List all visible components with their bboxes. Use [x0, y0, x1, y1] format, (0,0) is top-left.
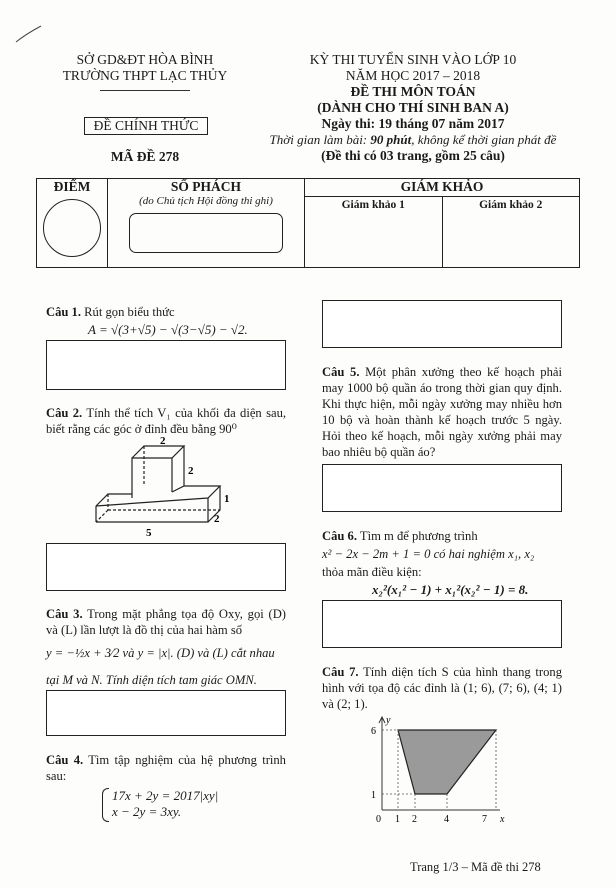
exam-duration — [246, 132, 580, 148]
examiner-2[interactable]: Giám khảo 2 — [442, 197, 580, 268]
exam-code: MÃ ĐỀ 278 — [110, 149, 180, 164]
trapezoid-shape — [398, 730, 496, 794]
answer-box-6[interactable] — [322, 600, 562, 648]
question-1-text: Rút gọn biểu thức — [84, 305, 175, 319]
score-column — [37, 179, 108, 268]
exam-group: (DÀNH CHO THÍ SINH BAN A) — [317, 100, 509, 115]
header-divider — [100, 90, 190, 91]
department-name: SỞ GD&ĐT HÒA BÌNH — [76, 52, 214, 67]
score-header: ĐIỂM — [53, 179, 91, 194]
polyhedron-figure — [88, 436, 238, 540]
question-4-system — [112, 788, 218, 820]
exam-subject: ĐỀ THI MÔN TOÁN — [350, 84, 476, 99]
exam-name: KỲ THI TUYỂN SINH VÀO LỚP 10 — [309, 52, 517, 67]
dim-bottom-label: 5 — [146, 527, 152, 539]
trapezoid-graph — [366, 714, 506, 826]
duration-suffix: , không kể thời gian phát đề — [411, 132, 557, 147]
x-tick-4: 4 — [444, 814, 449, 825]
question-6-formula: x₂²(x₁² − 1) + x₁²(x₂² − 1) = 8. — [372, 582, 529, 597]
question-7-label: Câu 7. — [322, 665, 359, 679]
question-4-eq-1: 17x + 2y = 2017|xy| — [112, 788, 219, 803]
dim-side-label: 1 — [224, 493, 230, 505]
x-tick-7: 7 — [482, 814, 487, 825]
question-4 — [46, 752, 286, 784]
x-tick-1: 1 — [395, 814, 400, 825]
question-6-text-2: x² − 2x − 2m + 1 = 0 có hai nghiệm x₁, x₂ — [322, 547, 535, 561]
origin-label: 0 — [376, 814, 381, 825]
school-header — [40, 52, 250, 84]
system-brace — [102, 788, 109, 822]
question-5 — [322, 364, 562, 460]
page-footer: Trang 1/3 – Mã đề thi 278 — [410, 860, 541, 874]
candidate-id-box[interactable] — [129, 213, 283, 253]
duration-prefix: Thời gian làm bài: — [269, 132, 371, 147]
pages-note: (Đề thi có 03 trang, gồm 25 câu) — [321, 148, 505, 163]
question-3-text-1: Trong mặt phẳng tọa độ Oxy, gọi (D) và (L) lần lượt là đồ thị của hai hàm số — [46, 607, 287, 637]
question-6 — [322, 528, 562, 544]
answer-box-1[interactable] — [46, 340, 286, 390]
question-7-text: Tính diện tích S của hình thang trong hình với tọa độ các đỉnh là (1; 6), (7; 6), (4; 1) và (2; 1). — [322, 665, 563, 711]
y-axis-label: y — [386, 715, 391, 726]
candidate-id-header: SỐ PHÁCH — [170, 179, 242, 194]
question-2-label: Câu 2. — [46, 406, 83, 420]
x-tick-2: 2 — [412, 814, 417, 825]
school-year: NĂM HỌC 2017 – 2018 — [345, 68, 481, 83]
school-name: TRƯỜNG THPT LẠC THỦY — [62, 68, 228, 83]
dim-front-label: 2 — [214, 513, 220, 525]
duration-value: 90 phút — [370, 132, 412, 147]
question-1 — [46, 304, 292, 320]
question-3-text-2: tại M và N. Tính diện tích tam giác OMN. — [46, 673, 257, 687]
official-label: ĐỀ CHÍNH THỨC — [84, 117, 208, 135]
examiner-header: GIÁM KHẢO — [305, 179, 580, 197]
x-axis-label: x — [500, 814, 505, 825]
exam-date: Ngày thi: 19 tháng 07 năm 2017 — [321, 116, 505, 131]
question-6-text-1: Tìm m để phương trình — [359, 529, 478, 543]
score-table — [36, 178, 580, 268]
y-tick-6: 6 — [371, 726, 376, 737]
answer-box-5[interactable] — [322, 464, 562, 512]
question-3 — [46, 606, 286, 638]
question-3-label: Câu 3. — [46, 607, 83, 621]
question-1-formula: A = √(3+√5) − √(3−√5) − √2. — [88, 322, 248, 337]
exam-header — [246, 52, 580, 164]
candidate-id-note: (do Chủ tịch Hội đồng thi ghi) — [139, 195, 273, 207]
question-4-text: Tìm tập nghiệm của hệ phương trình sau: — [46, 753, 286, 783]
question-5-label: Câu 5. — [322, 365, 360, 379]
answer-box-2[interactable] — [46, 543, 286, 591]
question-1-label: Câu 1. — [46, 305, 81, 319]
question-2-text: Tính thể tích V₁ của khối đa diện sau, biết rằng các góc ở đỉnh đều bằng 90⁰ — [46, 406, 287, 436]
question-3-formula: y = −½x + 3⁄2 và y = |x|. (D) và (L) cắt nhau — [46, 646, 275, 660]
question-7 — [322, 664, 562, 712]
question-6-text-3: thỏa mãn điều kiện: — [322, 565, 422, 579]
dim-top-label: 2 — [160, 436, 166, 447]
question-5-text: Một phân xưởng theo kế hoạch phải may 1000 bộ quần áo trong thời gian quy định. Khi thực hiện, mỗi ngày xưởng may nhiều hơn 10 bộ và hoàn thành kế hoạch trước 5 ngày. Hỏi theo kế hoạch, mỗi ngày xưởng phải may bao nhiêu bộ quần áo? — [322, 365, 562, 459]
answer-box-4[interactable] — [322, 300, 562, 348]
y-tick-1: 1 — [371, 790, 376, 801]
answer-box-3[interactable] — [46, 690, 286, 736]
question-2 — [46, 405, 286, 437]
candidate-id-column — [108, 179, 305, 268]
question-6-label: Câu 6. — [322, 529, 357, 543]
dim-right-label: 2 — [188, 465, 194, 477]
question-4-eq-2: x − 2y = 3xy. — [112, 804, 182, 819]
examiner-1[interactable]: Giám khảo 1 — [305, 197, 443, 268]
question-4-label: Câu 4. — [46, 753, 84, 767]
pen-mark-decoration — [14, 24, 44, 44]
score-circle[interactable] — [43, 199, 101, 257]
